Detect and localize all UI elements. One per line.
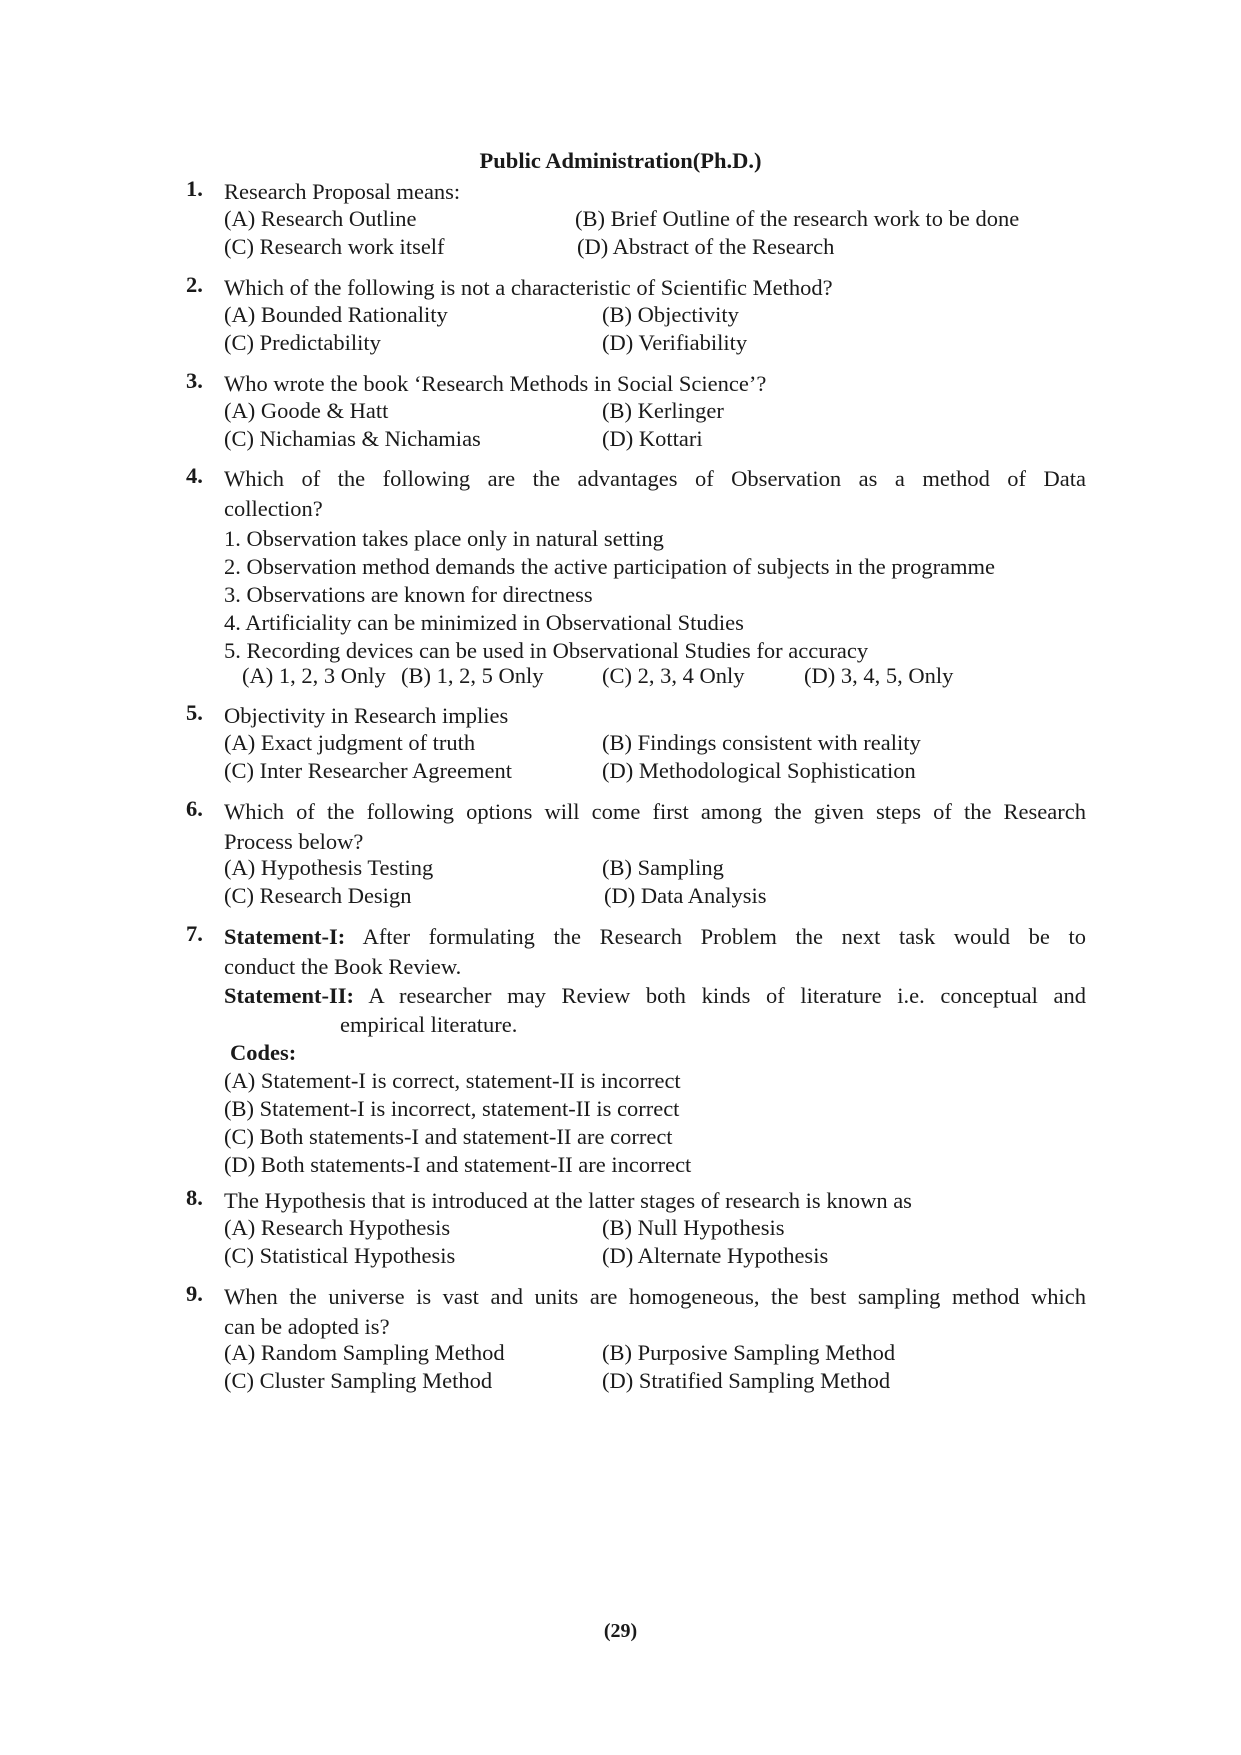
statement-1-continued: conduct the Book Review. [224,954,462,979]
option-d: (D) Methodological Sophistication [602,758,916,783]
option-b: (B) Statement-I is incorrect, statement-II is correct [224,1096,680,1121]
page-number: (29) [603,1620,638,1642]
option-d: (D) Abstract of the Research [577,234,835,259]
statement-1-label: Statement-I: [224,924,346,949]
statement-1-text: After formulating the Research Problem the next task would be to [362,924,1087,949]
option-a: (A) Exact judgment of truth [224,730,476,755]
question-number: 8. [186,1185,203,1210]
question-number: 1. [186,176,203,201]
question-stem: The Hypothesis that is introduced at the latter stages of research is known as [224,1188,912,1213]
option-b: (B) Null Hypothesis [602,1215,785,1240]
option-c: (C) Statistical Hypothesis [224,1243,456,1268]
option-b: (B) 1, 2, 5 Only [401,663,544,688]
question-stem-continued: collection? [224,496,323,521]
statement-2-text: A researcher may Review both kinds of literature i.e. conceptual and [368,983,1086,1008]
question-number: 6. [186,796,203,821]
option-c: (C) Inter Researcher Agreement [224,758,512,783]
option-a: (A) Hypothesis Testing [224,855,434,880]
option-c: (C) 2, 3, 4 Only [602,663,745,688]
option-a: (A) Research Hypothesis [224,1215,451,1240]
option-d: (D) Both statements-I and statement-II are incorrect [224,1152,692,1177]
question-stem: Which of the following options will come first among the given steps of the Research [224,799,1086,824]
statement-5: 5. Recording devices can be used in Observational Studies for accuracy [224,638,869,663]
option-a: (A) Statement-I is correct, statement-II is incorrect [224,1068,681,1093]
option-d: (D) Kottari [602,426,703,451]
option-d: (D) Verifiability [602,330,748,355]
option-d: (D) 3, 4, 5, Only [804,663,954,688]
option-c: (C) Cluster Sampling Method [224,1368,493,1393]
option-b: (B) Objectivity [602,302,739,327]
option-c: (C) Research Design [224,883,412,908]
page-title: Public Administration(Ph.D.) [479,148,762,173]
statement-2: 2. Observation method demands the active participation of subjects in the programme [224,554,996,579]
statement-3: 3. Observations are known for directness [224,582,593,607]
option-d: (D) Data Analysis [604,883,767,908]
option-c: (C) Research work itself [224,234,445,259]
question-stem-continued: can be adopted is? [224,1314,390,1339]
question-number: 5. [186,700,203,725]
option-c: (C) Predictability [224,330,381,355]
question-number: 9. [186,1281,203,1306]
option-b: (B) Findings consistent with reality [602,730,921,755]
option-a: (A) Research Outline [224,206,417,231]
statement-1-line [224,921,1086,952]
option-b: (B) Sampling [602,855,724,880]
question-stem: Which of the following is not a characteristic of Scientific Method? [224,275,833,300]
option-c: (C) Both statements-I and statement-II are correct [224,1124,673,1149]
option-b: (B) Purposive Sampling Method [602,1340,896,1365]
option-a: (A) Goode & Hatt [224,398,389,423]
option-d: (D) Stratified Sampling Method [602,1368,891,1393]
question-number: 3. [186,368,203,393]
question-stem: Research Proposal means: [224,179,461,204]
statement-1: 1. Observation takes place only in natural setting [224,526,664,551]
option-b: (B) Kerlinger [602,398,724,423]
option-b: (B) Brief Outline of the research work to be done [575,206,1020,231]
statement-2-continued: empirical literature. [340,1012,518,1037]
question-stem-continued: Process below? [224,829,364,854]
option-a: (A) Bounded Rationality [224,302,448,327]
codes-label: Codes: [230,1040,297,1065]
option-c: (C) Nichamias & Nichamias [224,426,481,451]
question-number: 4. [186,463,203,488]
question-stem: Who wrote the book ‘Research Methods in Social Science’? [224,371,767,396]
question-stem: Which of the following are the advantages of Observation as a method of Data [224,466,1086,491]
statement-2-line [224,980,1086,1011]
question-stem: Objectivity in Research implies [224,703,509,728]
question-number: 2. [186,272,203,297]
statement-2-label: Statement-II: [224,983,354,1008]
option-d: (D) Alternate Hypothesis [602,1243,829,1268]
option-a: (A) 1, 2, 3 Only [242,663,386,688]
question-stem: When the universe is vast and units are homogeneous, the best sampling method which [224,1284,1086,1309]
option-a: (A) Random Sampling Method [224,1340,505,1365]
statement-4: 4. Artificiality can be minimized in Observational Studies [224,610,744,635]
question-number: 7. [186,921,203,946]
